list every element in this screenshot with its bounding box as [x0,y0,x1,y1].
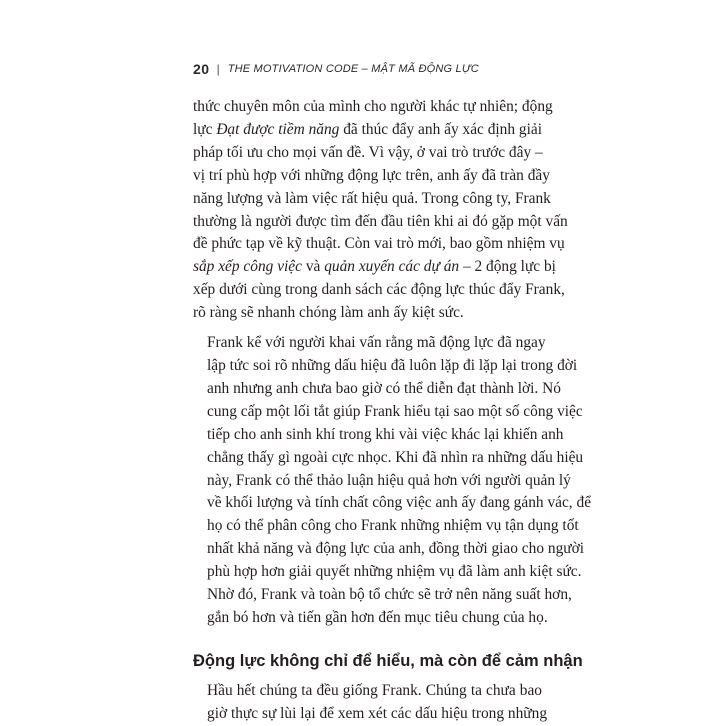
section-heading: Động lực không chỉ để hiểu, mà còn để cảm nhận [193,651,583,670]
text-line: nhất khả năng và động lực của anh, đồng thời giao cho người [207,540,585,558]
book-title: THE MOTIVATION CODE – MẬT MÃ ĐỘNG LỰC [227,63,479,75]
text-line: pháp tối ưu cho mọi vấn đề. Vì vậy, ở vai trò trước đây – [193,143,543,161]
text-line: năng lượng và làm việc rất hiệu quả. Trong công ty, Frank [193,189,551,207]
text-line: Frank kể với người khai vấn rằng mã động lực đã ngay [207,334,546,352]
paragraph-1 [193,96,568,325]
text-line: cung cấp một lối tắt giúp Frank hiểu tại sao một số công việc [207,402,583,420]
emphasis-text: quản xuyến các dự án [324,258,460,276]
emphasis-text: Đạt được tiềm năng [216,120,340,138]
text-line: Nhờ đó, Frank và toàn bộ tổ chức sẽ trở nên năng suất hơn, [207,586,572,604]
text-line: sắp xếp công việc và quản xuyến các dự án – 2 động lực bị [193,258,556,276]
running-header [193,58,533,80]
page-number: 20 [193,61,210,77]
text-line: giờ thực sự lùi lại để xem xét các dấu hiệu trong những [207,704,548,722]
text-line: thường là người được tìm đến đầu tiên khi ai đó gặp một vấn [193,212,568,230]
text-line: gắn bó hơn và tiến gần hơn đến mục tiêu chung của họ. [207,608,548,626]
text-line: anh nhưng anh chưa bao giờ có thể diễn đạt thành lời. Nó [207,379,561,397]
text-line: về khối lượng và tính chất công việc anh ấy đang gánh vác, để [207,494,592,512]
emphasis-text: sắp xếp công việc [193,258,302,276]
text-line: thức chuyên môn của mình cho người khác tự nhiên; động [193,98,553,115]
text-line: này, Frank có thể thảo luận hiệu quả hơn với người quản lý [207,471,571,489]
header-separator: | [216,62,220,76]
text-line: tiếp cho anh sinh khí trong khi vài việc khác lại khiến anh [207,425,564,443]
text-line: lập tức soi rõ những dấu hiệu đã luôn lặp đi lặp lại trong đời [207,356,578,374]
text-line: đề phức tạp về kỹ thuật. Còn vai trò mới, bao gồm nhiệm vụ [193,235,565,253]
text-line: họ có thể phân công cho Frank những nhiệm vụ tận dụng tốt [207,517,579,535]
text-line: xếp dưới cùng trong danh sách các động lực thúc đẩy Frank, [193,281,565,299]
text-line: phù hợp hơn giải quyết những nhiệm vụ đã làm anh kiệt sức. [207,563,582,581]
body-text [193,96,592,726]
text-line: lực Đạt được tiềm năng đã thúc đẩy anh ấy xác định giải [193,120,543,138]
text-line: chẳng thấy gì ngoài cực nhọc. Khi đã nhìn ra những dấu hiệu [207,448,584,466]
text-line: rõ ràng sẽ nhanh chóng làm anh ấy kiệt sức. [193,304,464,322]
text-line: vị trí phù hợp với những động lực trên, anh ấy đã tràn đầy [193,166,550,184]
paragraph-2 [193,332,592,630]
text-line: Hầu hết chúng ta đều giống Frank. Chúng ta chưa bao [207,681,542,699]
paragraph-3 [193,680,548,726]
